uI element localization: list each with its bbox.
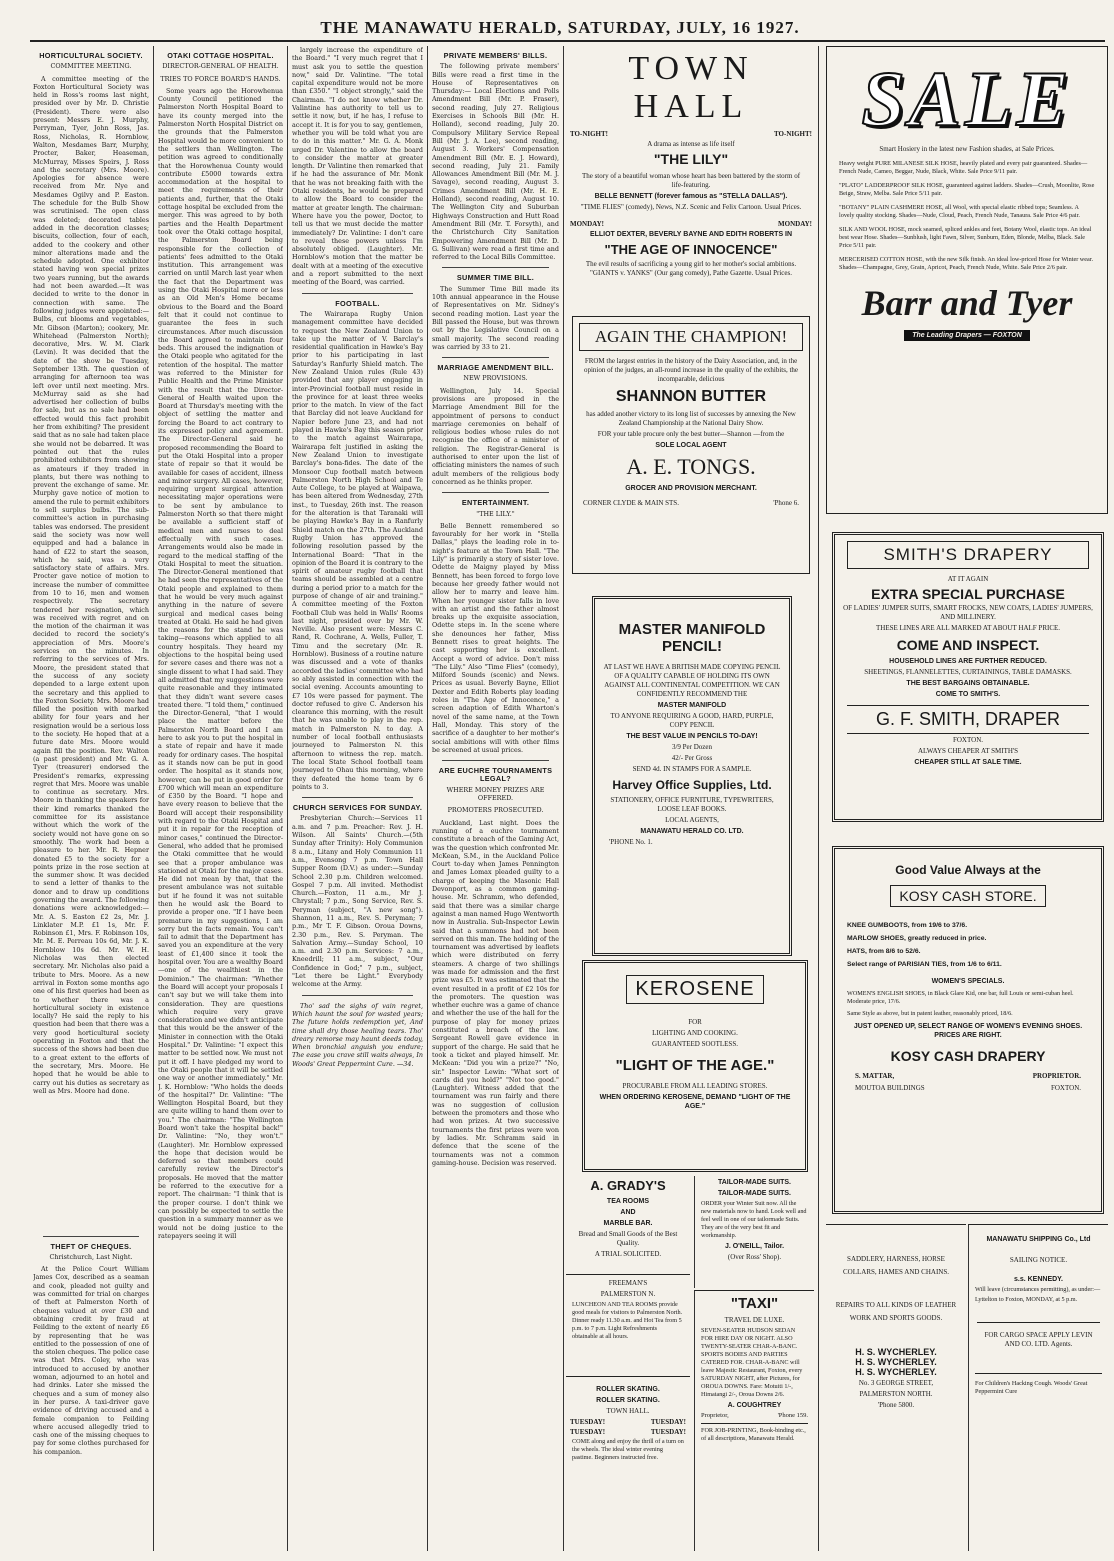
film-age: "THE AGE OF INNOCENCE" bbox=[604, 242, 778, 257]
harvey-supplies: Harvey Office Supplies, Ltd. bbox=[612, 778, 772, 792]
grady-trial: A TRIAL SOLICITED. bbox=[594, 1250, 662, 1258]
column-divider bbox=[287, 46, 288, 1551]
age-stars: ELLIOT DEXTER, BEVERLY BAYNE AND EDITH ROBERTS IN bbox=[589, 231, 793, 238]
grady-and: AND bbox=[620, 1209, 636, 1216]
skating-day-right-2: TUESDAY! bbox=[650, 1428, 686, 1436]
headline-church: CHURCH SERVICES FOR SUNDAY. bbox=[292, 803, 423, 813]
kosy-w3: JUST OPENED UP, SELECT RANGE OF WOMEN'S EVENING SHOES. PRICES ARE RIGHT. bbox=[853, 1023, 1083, 1039]
harvey-sub: STATIONERY, OFFICE FURNITURE, TYPEWRITERS, LOOSE LEAF BOOKS. bbox=[610, 796, 774, 813]
manifold-name: MASTER MANIFOLD bbox=[657, 702, 727, 709]
barr-tyer-tagline: The Leading Drapers — FOXTON bbox=[904, 330, 1030, 341]
kerosene-guarantee: GUARANTEED SOOTLESS. bbox=[652, 1040, 738, 1048]
smith-l9: COME TO SMITH'S. bbox=[935, 691, 1001, 698]
manifold-text2: TO ANYONE REQUIRING A GOOD, HARD, PURPLE, COPY PENCIL bbox=[610, 712, 774, 729]
drama-line: A drama as intense as life itself bbox=[647, 140, 735, 148]
subhead-provisions: NEW PROVISIONS. bbox=[463, 374, 528, 383]
ad-taxi bbox=[694, 1290, 814, 1551]
monday-left: MONDAY! bbox=[570, 220, 604, 228]
smith-name: G. F. SMITH, DRAPER bbox=[847, 705, 1089, 734]
kosy-prop: S. MATTAR, bbox=[855, 1072, 895, 1080]
freeman-name: FREEMAN'S bbox=[608, 1279, 648, 1287]
kosy-prop-role: PROPRIETOR. bbox=[1032, 1072, 1081, 1080]
smith-l8: THE BEST BARGAINS OBTAINABLE. bbox=[906, 680, 1030, 687]
age-desc: The evil results of sacrificing a young girl to her mother's social ambitions. "GIANTS v. YANKS" (Our gang comedy), Pathe Gazette. Usual Prices. bbox=[585, 260, 797, 277]
column-divider bbox=[563, 46, 564, 1551]
ad-master-manifold bbox=[592, 596, 792, 956]
headline-football: FOOTBALL. bbox=[335, 298, 380, 308]
headline-theft: THEFT OF CHEQUES. bbox=[50, 1241, 132, 1251]
article-bills: The following private members' Bills were read a first time in the House of Representatives on Thursday:— Local Elections and Polls Amendment Bill (Mr. P. Fraser), second reading, July 27. Religious Exercises in Schools Bill (Mr. H. Holland), second reading, July 20. Compulsory Military Service Repeal Bill (Mr. J. A. Lee), second reading, August 3. Workers' Compensation Amendment Bill (Mr. E. J. Howard), second reading, July 21. Family Allowances Amendment Bill (Mr. M. J. Savage), second reading, August 3. Crimes Amendment Bill (Mr. H. E. Holland), second reading, August 10. The Wellington City and Suburban Highways Construction and Hutt Road Amendment Bill (Mr. T. Forsyth), and the Christchurch City Sanitation Empowering Amendment Bill (Mr. D. G. Sullivan) were read a first time and referred to the Local Bills Committee. bbox=[432, 62, 559, 262]
barr-tyer-logo: Barr and Tyer bbox=[861, 283, 1073, 323]
kosy-w1: WOMEN'S ENGLISH SHOES, in Black Glare Kid, one bar, full Louis or semi-cuban heel. Moderate price, 17/6. bbox=[847, 990, 1074, 1005]
tongs-name: A. E. TONGS. bbox=[626, 454, 756, 479]
article-football: The Wairarapa Rugby Union management committee have decided to request the New Zealand Union to take up the matter of V. Barclay's residential qualification in Hawke's Bay prior to his participating in last Saturday's Ranfurly Shield match. The New Zealand Union rules (Rule 43) provided that any player engaging in inter-Provincial football must reside in the province for at least three weeks prior to the match. In view of the fact that Barclay did not leave Auckland for Napier before June 23, and had not played in Hawke's Bay this season prior to the match against Wairarapa, Wairarapa felt justified in asking the New Zealand Union to investigate Barclay's bona-fides. The date of the Monsoor Cup football match between Palmerston North High School and Te Aute College, to be played at Waipawa, has been altered from Wednesday, 27th inst., to Tuesday, 26th inst. The reason for the alteration is that Taranaki will be playing Hawke's Bay in a Ranfurly Shield match on the 27th. The Auckland Rugby Union has approved the following resolution passed by the International Board: "That in the opinion of the Board it is contrary to the spirit of amateur rugby football that teams should be assembled at a centre during a period prior to a match for the purpose of change of air and training." A committee meeting of the Foxton Football Club was held in Walls' Rooms last night, presided over by Mr. W. Neville. Also present were: Messrs C. Rand, R. Cochrane, A. Wells, Fuller, T. Timu and the secretary (Mr. R. Hornblow). Business of a routine nature was discussed and a vote of thanks accorded the ladies' committee who had so ably assisted in connection with the social evening. Accounts amounting to £7 10s were passed for payment. The doctor refused to give C. Anderson his clearance this morning, with the result that he was unable to play in the rep. match in Palmerston N. to day. A number of local football enthusiasts journeyed to Palmerston N. this afternoon to witness the rep. match. The local State School football team journeyed to Ohau this morning, where they defeated the home team by 6 points to 3. bbox=[292, 309, 423, 791]
wycherley-address: No. 3 GEORGE STREET, bbox=[858, 1379, 934, 1387]
sale-item-4: MERCERISED COTTON HOSE, with the new Silk finish. An ideal low-priced Hose for Winter wear. Shades—Champagne, Grey, Grain, Apricot, Peach, French Nude, White. Sale Price 2/6 pair. bbox=[839, 256, 1094, 271]
kosy-w2: Same Style as above, but in patent leather, reasonably priced, 18/6. bbox=[847, 1010, 1013, 1017]
herald-co: MANAWATU HERALD CO. LTD. bbox=[640, 828, 744, 835]
manifold-sample: SEND 4d. IN STAMPS FOR A SAMPLE. bbox=[632, 765, 752, 773]
kerosene-use: LIGHTING AND COOKING. bbox=[652, 1029, 738, 1037]
kosy-item-1: MARLOW SHOES, greatly reduced in price. bbox=[847, 935, 987, 942]
champion-text: FROM the largest entries in the history of the Dairy Association, and, in the opinion of the judges, an all-round increase in the quality of the exhibits, the incomparable, delicious bbox=[583, 357, 799, 383]
manifold-value: THE BEST VALUE IN PENCILS TO-DAY! bbox=[626, 733, 758, 740]
smith-l2: EXTRA SPECIAL PURCHASE bbox=[871, 586, 1065, 602]
article-marriage: Wellington, July 14. Special provisions are proposed in the Marriage Amendment Bill for the appointment of persons to conduct marriage ceremonies on behalf of religious bodies whose rules do not recognise the office of a minister of religion. The Registrar-General is authorised to enter upon the list of officiating ministers the names of such adult members of the religious body concerned as he thinks proper. bbox=[432, 386, 559, 486]
tonight-left: TO-NIGHT! bbox=[570, 130, 608, 138]
smith-l7: SHEETINGS, FLANNELETTES, CURTAININGS, TABLE DAMASKS. bbox=[864, 668, 1072, 676]
article-otaki-continued: largely increase the expenditure of the Board." "I very much regret that I must ask you to settle the question now," said Dr. Valintine. "The total capital expenditure would not be more than £350." "I object strongly," said the Chairman. "I do not know whether Dr. Valintine has authority to tell us to settle it now, but, if he has, I refuse to accept it. It is for you to say, gentlemen, whether you will be told what you are to do in this matter." Mr. G. A. Monk urged Dr. Valentine to allow the board to consider the matter at greater length. Dr Valintine then remarked that if he had the assurance of Mr. Monk that he was not breaking faith with the Otaki residents, he would be prepared to allow the Board to consider the matter at greater length. The chairman: Where have you the power, Doctor, to tell us that we must decide the matter immediately? Dr. Valintine: I don't care to reveal these powers unless I'm absolutely obliged. (Laughter). Mr. Hornblow's motion that the matter be dealt with at a meeting of the executive and a report submitted to the next meeting of the Board, was carried. bbox=[292, 46, 423, 287]
article-lily: Belle Bennett remembered so favourably for her work in "Stella Dallas," plays the leading role in to-night's feature at the Town Hall. "The Lily" is primarily a story of sister love. Odette de Maigny played by Miss Bennett, has been forced to forgo love because her greedy father would not allow her to marry and leave him. When her younger sister falls in love with an artist and the father almost breaks up the exquisite association, Odette steps in. In the scene where she denounces her father, Miss Bennett rises to great heights. The cast supporting her is excellent. Accept a word of advice. Don't miss "The Lily." Also "Time Flies" (comedy), Milford Sounds (scenic) and News. Prices as usual. Beverly Bayne, Elliot Dexter and Edith Roberts play leading roles in "The Age of Innocence," a screen adaption of Edith Wharton's novel of the same name, at the Town Hall, Monday. This story of the sacrifice of a daughter to her mother's social ambitions will with other films be screened at usual prices. bbox=[432, 521, 559, 754]
champion-text3: FOR your table procure only the best butter—Shannon —from the bbox=[597, 430, 785, 438]
smith-l5: COME AND INSPECT. bbox=[896, 637, 1040, 653]
smith-l6: HOUSEHOLD LINES ARE FURTHER REDUCED. bbox=[889, 658, 1047, 665]
skating-hall: TOWN HALL. bbox=[606, 1407, 650, 1415]
manifold-title: MASTER MANIFOLD PENCIL! bbox=[618, 621, 766, 655]
grady-name: A. GRADY'S bbox=[590, 1178, 666, 1193]
sale-intro: Smart Hosiery in the latest new Fashion shades, at Sale Prices. bbox=[879, 145, 1055, 153]
tonight-right: TO-NIGHT! bbox=[774, 130, 812, 138]
ad-saddlery bbox=[826, 1224, 966, 1551]
kosy-buildings: MOUTOA BUILDINGS bbox=[855, 1084, 925, 1092]
herald-phone: 'PHONE No. 1. bbox=[609, 838, 653, 846]
article-theft: At the Police Court William James Cox, described as a seaman and cook, pleaded not guilty and was committed for trial on charges of theft at Palmerston North of cheques valued at over £30 and obtaining credit by fraud at Feilding to the extent of nearly £6 by representing that he was entitled to the possession of one of the stolen cheques. The police case was that Mrs. Coley, who was introduced to accused by another woman, adjourned to an hotel and had drinks. Later she missed the cheques and a sum of money also in her purse. A taxi-driver gave evidence of driving accused and a female companion to Feilding where accused allegedly tried to cash one of the missing cheques to pay for some clothes purchased for his companion. bbox=[33, 1265, 149, 1456]
kerosene-demand: WHEN ORDERING KEROSENE, DEMAND "LIGHT OF THE AGE." bbox=[599, 1094, 791, 1110]
ad-town-hall bbox=[568, 46, 814, 294]
sale-item-2: "BOTANY" PLAIN CASHMERE HOSE, all Wool, with special elastic ribbed tops; Seamless. A lovely quality stocking. Shades—Nude, Cloud, Peach, French Nude, Tanaura. Sale Price 4/6 pair. bbox=[839, 204, 1080, 219]
ad-shannon-butter bbox=[572, 316, 810, 574]
headline-entertainment: ENTERTAINMENT. bbox=[461, 498, 530, 508]
ad-freemans bbox=[566, 1274, 690, 1372]
column-divider bbox=[153, 46, 154, 1551]
tailor-title-2: TAILOR-MADE SUITS. bbox=[718, 1190, 791, 1197]
skating-day-left: TUESDAY! bbox=[570, 1418, 606, 1426]
lily-desc: The story of a beautiful woman whose heart has been battered by the storm of life-featuring. bbox=[581, 172, 801, 189]
kerosene-title: KEROSENE bbox=[626, 975, 763, 1004]
taxi-title: "TAXI" bbox=[730, 1295, 779, 1312]
manifold-price-gross: 42/- Per Gross bbox=[671, 754, 713, 762]
job-printing: FOR JOB-PRINTING, Book-binding etc., of all descriptions, Manawatu Herald. bbox=[701, 1423, 808, 1443]
column-divider bbox=[427, 46, 428, 1551]
article-divider bbox=[442, 492, 549, 493]
article-euchre: Auckland, Last night. Does the running of a euchre tournament constitute a breach of the Gaming Act, was the question which confronted Mr. McKean, S.M., in the Auckland Police Court to-day when James Pennington and James Lomax pleaded guilty to a charge of keeping the Masonic Hall Devonport, as a common gaming-house. Mr. Schramm, who defended, said that there was a similar charge against a man named Hugo Wentworth now in Australia. Sub-Inspector Lewin said that a summons had not been served on this man. The holding of the tournament was advertised by leaflets which were distributed on ferry steamers. A charge of two shillings was made for admission and the first prize was £5. It was estimated that the event resulted in a profit of £2 10s for the promoters. The question was whether euchre was a game of chance and whether the use of the hall for the purpose of play for money prizes constituted a breach of the law. Sergeant Rowell gave evidence in support of the charge. He said that he took a ticket and played himself. Mr. McKean: "Did you win a prize?" "No, sir." Inspector Lewin: "What sort of cards did you hold?" "Not too good." (Laughter). Witness added that the tournament was run fairly and there was no suggestion of collusion between the promoters and those who had won prizes. At two successive tournaments the first prizes were won by ladies. Mr. Schramm said in defence that the scene of the tournaments was not a common gaming-house. Decision was reserved. bbox=[432, 818, 559, 1167]
headline-summer: SUMMER TIME BILL. bbox=[456, 273, 535, 283]
ad-gradys bbox=[566, 1176, 690, 1270]
grady-bar: MARBLE BAR. bbox=[603, 1220, 653, 1227]
kerosene-stores: PROCURABLE FROM ALL LEADING STORES. bbox=[622, 1082, 768, 1090]
article-divider bbox=[442, 760, 549, 761]
article-divider bbox=[302, 293, 413, 294]
shipping-text: Will leave (circumstances permitting), as under:— bbox=[975, 1286, 1101, 1293]
skating-title-2: ROLLER SKATING. bbox=[596, 1397, 660, 1404]
poem-peppermint: Tho' sad the sighs of vain regret, Which haunt the soul for wasted years; The future holds redemption yet, And time shall dry those healing tears. Tho' dreary remorse may haunt deeds today, When bronchial anguish you endure; The ease you crave still waits always, In Woods' Great Peppermint Cure. —34. bbox=[292, 1001, 423, 1068]
smith-l1: AT IT AGAIN bbox=[947, 575, 989, 583]
wycherley-2: H. S. WYCHERLEY. bbox=[855, 1357, 937, 1367]
ad-roller-skating bbox=[566, 1376, 690, 1551]
champion-text2: has added another victory to its long list of successes by annexing the New Zealand Championship at the National Dairy Show. bbox=[586, 410, 796, 427]
skating-day-left-2: TUESDAY! bbox=[570, 1428, 606, 1436]
shipping-ship: s.s. KENNEDY. bbox=[1013, 1276, 1064, 1283]
shipping-notice: SAILING NOTICE. bbox=[1009, 1256, 1068, 1264]
ad-kosy-cash bbox=[832, 846, 1104, 1214]
article-church: Presbyterian Church:—Services 11 a.m. and 7 p.m. Preacher: Rev. J. H. Wilson. All Saints' Church.—(5th Sunday after Trinity): Holy Communion 8 a.m., Litany and Holy Communion 11 a.m., Evensong 7 p.m. Town Hall Supper Room (D.V.) as under:—Sunday School 2.30 p.m. Children welcomed. Gospel 7 p.m. All invited. Methodist Church.—Foxton, 11 a.m., Mr J. Chrystall; 7 p.m., Song Service, Rev. S. Peryman (subject, "A new song"). Shannon, 11 a.m., Rev. S. Peryman; 7 p.m., Mr T. F. Gibson. Oroua Downs, 2.30 p.m., Rev. S. Peryman. The Salvation Army.—Sunday School, 10 a.m. and 2.30 p.m. Services: 7 a.m., Kneedrill; 11 a.m., subject, "Our Confidence in God;" 7 p.m., subject, "Let there be Light." Everybody welcome at the Army. bbox=[292, 814, 423, 989]
subhead-prosecuted: PROMOTERS PROSECUTED. bbox=[447, 806, 544, 815]
taxi-phone: 'Phone 159. bbox=[777, 1412, 808, 1419]
kosy-item-0: KNEE GUMBOOTS, from 19/6 to 37/6. bbox=[847, 922, 968, 929]
manifold-price-dozen: 3/9 Per Dozen bbox=[671, 743, 713, 751]
ad-shipping bbox=[968, 1224, 1108, 1551]
tongs-address: CORNER CLYDE & MAIN STS. bbox=[583, 499, 679, 507]
shipping-cargo: FOR CARGO SPACE APPLY LEVIN AND CO. LTD. Agents. bbox=[977, 1322, 1100, 1349]
sole-agent: SOLE LOCAL AGENT bbox=[655, 442, 727, 449]
tailor-address: (Over Ross' Shop). bbox=[727, 1253, 782, 1261]
taxi-name: A. COUGHTREY bbox=[727, 1402, 782, 1409]
article-summer: The Summer Time Bill made its 10th annual appearance in the House of Representatives on Mr. Sidney's second reading motion. Last year the Bill passed the House, but was thrown out by the Legislative Council on a small majority. The second reading was carried by 33 to 21. bbox=[432, 284, 559, 351]
kosy-t2: KOSY CASH STORE. bbox=[890, 885, 1045, 907]
article-divider bbox=[442, 267, 549, 268]
headline-euchre: ARE EUCHRE TOURNAMENTS LEGAL? bbox=[438, 766, 553, 784]
sale-item-0: Heavy weight PURE MILANESE SILK HOSE, heavily plated and every pair guaranteed. Shades—French Nude, Cameo, Beggar, Nude, Black, White. Sale Price 9/11 pair. bbox=[839, 160, 1088, 175]
smith-l3: OF LADIES' JUMPER SUITS, SMART FROCKS, NEW COATS, LADIES' JUMPERS, AND MILLINERY. bbox=[843, 604, 1093, 621]
smith-l10: ALWAYS CHEAPER AT SMITH'S bbox=[917, 747, 1019, 755]
shipping-schedule: Lyttelton to Foxton, MONDAY, at 5 p.m. bbox=[975, 1296, 1078, 1303]
kosy-item-2: HATS, from 8/6 to 52/6. bbox=[847, 948, 921, 955]
taxi-role: Proprietor, bbox=[701, 1412, 729, 1419]
sale-item-3: SILK AND WOOL HOSE, mock seamed, spliced ankles and feet, Botany Wool, elastic tops. An ideal best wear Hose. Shades—Sunblush, light Fawn, Silver, Sunburn, Eden, Blonde, Melba, Black. Sale Price 5/11 pair. bbox=[839, 226, 1092, 249]
article-divider bbox=[442, 357, 549, 358]
headline-horticultural: HORTICULTURAL SOCIETY. bbox=[39, 51, 143, 60]
ad-sale-barr-tyer bbox=[826, 46, 1108, 514]
wycherley-3: H. S. WYCHERLEY. bbox=[855, 1367, 937, 1377]
kerosene-for: FOR bbox=[688, 1018, 702, 1026]
champion-title: AGAIN THE CHAMPION! bbox=[579, 323, 803, 351]
article-otaki: Some years ago the Horowhenua County Council petitioned the Palmerston North Hospital Board to have its county merged into the Palmerston North Hospital District on the grounds that the Palmerston Hospital would be more convenient to the settlers than Wellington. The petition was agreed to conditionally that the Horowhenua County would contribute £5000 towards extra accommodation at the hospital to meet the requirements of their patients and, further, that the Otaki cottage hospital be excluded from the merger. This was agreed to by both parties and the Health Department took over the Otaki cottage hospital, the Palmerston Board being responsible for the collection of patients' fees admitted to the Otaki institution. This arrangement was carried on until March last year when the fact that the Department was using the Otaki Hospital more or less as an Old Men's Home became obvious to the Board and the Board felt that it could not continue to guarantee the fees in such circumstances. After much discussion the Board agreed to maintain four beds. This aroused the indignation of the Otaki people who agitated for the retention of the hospital. The matter was referred to the Minister for Public Health and the Prime Minister with the result that the Director-General of Health waited upon the Board at Thursday's meeting with the object of settling the matter and forcing the Board to act contrary to its expressed policy and agreement. The Director-General said he proposed recommending the Board to put the Otaki Hospital into a proper state of repair so that it would be available for cases of accident, illness and minor surgery. All cases, however, requiring urgent surgical attention necessitating major operations were to be sent by ambulance to Palmerston North so that there might be available a sufficient staff of medical men and nurses to deal effectually with such cases. Arrangements would also be made in regard to the medical staffing of the Otaki Hospital to meet the situation. The Director-General mentioned that he had seen the representatives of the Otaki people and explained to them that he would be very much against anything in the nature of severe surgical and medical cases being treated at Otaki. He said he had given the reasons for the stand he was taking—reasons which applied to all country hospitals. They heard my objections to the hospital being used for severe cases and there was not a single dissent to what I had said. They all admitted that my suggestions were quite reasonable and they intimated that they didn't want severe cases treated there. "I told them," continued the Director-General, "that I would place the matter before the Palmerston North Board and I am here to ask you to put the hospital in a state of repair and have it made ready for ordinary cases. The hospital as it stands now can be put in good order. The hospital as it stands now, however, can be put in good order for £700 which will mean an expenditure of £350 by the Board. "I hope and have every reason to believe that the Board will accept their responsibility with regard to the Otaki Hospital and put it in repair for the reception of minor cases," continued the Director-General, who added that he promised the Otaki committee that he would see that a proper ambulance was stationed at Otaki for the major cases. He did not mean by that, that the present ambulance was not suitable but if he found it was not suitable then he would ask the Board to provide a proper one. "If I have been premature in my suggestions, I am sorry but the facts remain. You can't fail to admit that the Department has saved you an expenditure at the very least of £1,400 since it took the hospital over. You are a wealthy Board—one of the wealthiest in the Dominion." The chairman: "Whether the Board will accept your proposals I can't say but we will take them into consideration. They are questions which require very grave consideration and we didn't anticipate that this would be the answer of the Minister in connection with the Otaki Hospital." Dr. Valintine: "I expect this matter to be settled now. We must not put it off. I have pledged my word to the Otaki people that it will be settled one way or another immediately." Mr. J. K. Hornblow: "Who holds the deeds of the hospital?" Dr. Valintine: "The Wellington Hospital Board, but they are quite willing to hand them over to you." The chairman: "The Wellington Board won't take the hospital back!" Dr. Valintine: "No, they won't." (Laughter). Mr. Hornblow expressed the hope that decision would be deferred so that members could carefully review the Director's proposals. He moved that the matter be referred to the executive for a report. The chairman: "I think that is the proper course. I don't think we can possibly be expected to settle the question in a summary manner as we would not be doing justice to the ratepayers seeing it will bbox=[158, 86, 283, 1240]
subhead-money: WHERE MONEY PRIZES ARE OFFERED. bbox=[446, 785, 545, 803]
grady-bread: Bread and Small Goods of the Best Quality. bbox=[578, 1230, 678, 1247]
column-1 bbox=[33, 46, 149, 1551]
shannon-butter: SHANNON BUTTER bbox=[615, 388, 767, 405]
dateline-theft: Christchurch, Last Night. bbox=[49, 1252, 133, 1261]
tongs-phone: 'Phone 6. bbox=[773, 499, 799, 507]
tailor-title-1: TAILOR-MADE SUITS. bbox=[718, 1179, 791, 1186]
wycherley-phone: 'Phone 5800. bbox=[877, 1401, 915, 1409]
article-divider bbox=[302, 995, 413, 996]
sale-item-1: "PLATO" LADDERPROOF SILK HOSE, guaranteed against ladders. Shades—Crush, Moonlite, Rose Beige, Straw, Melba. Sale Price 5/11 pair. bbox=[839, 182, 1095, 197]
column-2 bbox=[158, 46, 283, 1551]
subhead-lily: "THE LILY." bbox=[476, 509, 515, 518]
kosy-t1: Good Value Always at the bbox=[895, 863, 1041, 877]
masthead: THE MANAWATU HERALD, SATURDAY, JULY, 16 1927. bbox=[320, 18, 800, 37]
article-divider bbox=[302, 797, 413, 798]
smith-l4: THESE LINES ARE ALL MARKED AT ABOUT HALF PRICE. bbox=[875, 624, 1061, 632]
smith-town: FOXTON. bbox=[952, 736, 983, 744]
wycherley-1: H. S. WYCHERLEY. bbox=[855, 1347, 937, 1357]
smith-title: SMITH'S DRAPERY bbox=[847, 541, 1089, 569]
kerosene-slogan: "LIGHT OF THE AGE." bbox=[615, 1057, 775, 1074]
skating-text: COME along and enjoy the thrill of a turn on the wheels. The ideal winter evening pastime. Beginners instructed free. bbox=[572, 1438, 684, 1461]
peppermint-cure: For Children's Hacking Cough. Woods' Great Peppermint Cure bbox=[975, 1373, 1102, 1396]
headline-otaki: OTAKI COTTAGE HOSPITAL. bbox=[167, 51, 274, 60]
manifold-text: AT LAST WE HAVE A BRITISH MADE COPYING PENCIL OF A QUALITY CAPABLE OF HOLDING ITS OWN AGAINST ALL CONTINENTAL COMPETITION. WE CAN CONFIDENTLY RECOMMEND THE bbox=[603, 663, 781, 698]
taxi-text: SEVEN-SEATER HUDSON SEDAN FOR HIRE DAY OR NIGHT. ALSO TWENTY-SEATER CHAR-A-BANC. SPORTS BODIES AND PARTIES CATERED FOR. CHAR-A-BANC will leave Majestic Restaurant, Foxton, every SATURDAY NIGHT, after Pictures, for OROUA DOWNS. Fare: Motuiti 1/-, Himatangi 2/-, Oroua Downs 2/6. bbox=[701, 1327, 803, 1398]
smith-l11: CHEAPER STILL AT SALE TIME. bbox=[914, 759, 1022, 766]
ad-kerosene bbox=[582, 960, 808, 1172]
shipping-title: MANAWATU SHIPPING Co., Ltd bbox=[986, 1236, 1091, 1243]
kosy-town: FOXTON. bbox=[1050, 1084, 1081, 1092]
article-horticultural: A committee meeting of the Foxton Horticultural Society was held in Ross's rooms last night, presided over by Mr. D. Christie (President). There were also present: Messrs E. J. Murphy, Perryman, Tyer, John Ross, Jas. Ross, Nicholas, R. Hornblow, Walton, Mesdames Barr, Murphy, Procter, Baker, Heaseman, McMurray, Misses Speirs, J. Ross and the secretary (Mrs. Moore). Apologies for absence were received from Mr. Nye and Mesdames Ogilvy and P. Easton. The schedule for the Bulb Show was scrutinised. The open class was deleted; decorated tables added in the decoration classes; biscuits, collection, four of each, added to the cookery and other minor alterations made and the schedule adopted. One exhibitor stated having won special prizes two years running, but the awards had not been awarded.—It was decided to write to the donor in connection with same. The following judges were appointed:—Bulbs, cut blooms and vegetables, Mr. Gibson (Marton); cookery, Mr. Whitehead (Palmerston North); decorative, Mrs. W. M. Clark (Levin). It was decided that the date of the show be Tuesday, September 13th. The question of arranging for afternoon tea was left over until next meeting. Mrs. McMurray said as she had advertised her collection of bulbs for sale, but as no sale had been effected would this fact prohibit her from exhibiting? The president said that as no sale had taken place she would not be debarred. It was pointed out that the rules prohibited exhibitors from showing as amateurs if they traded in plants, but there was nothing to prevent the exchange of same. Mr. Murphy gave notice of motion to amend the rule to permit exhibitors to sell surplus bulbs. The sub-committee's action in purchasing tables was endorsed. The president said the society was now well equipped and had a balance in hand of £22 to start the season, which he said, was a very satisfactory state of affairs. Mrs. Procter gave notice of motion to increase the number of committee from 10 to 16, men and women respectively. The secretary tendered her resignation, which was received with regret and on the motion of the chairman it was decided to record the society's appreciation of Mrs. Moore's services on the minutes. In referring to the services of Mrs. Moore, the president stated that the success of any society depended to a large extent upon the secretary and this applied to the Foxton Society. Mrs. Moore had filled the position with marked ability for four years and her resignation would be a serious loss to the society. He hoped that at a future date Mrs. Moore would again fill the position. Rev. Walton (a past president) and Mr. G. A. Tyer (treasurer) endorsed the President's remarks, expressing regret that Mrs. Moore was unable to continue as secretary. Mrs. Moore in thanking the speakers for their kind remarks thanked the committee for its assistance without which the work of the society would not have gone on so smoothly. The work had been a pleasure to her. Mr. R. Hepner donated £5 to the society for a points prize in the rose section at the summer show. It was decided to send a letter of thanks to the donor and to draw up conditions governing the award. The following donations were acknowledged:—Mr. A. S. Easton £2 2s, Mr. J. Linklater M.P. £1 1s, Mr. F. Robinson £1, Mrs. F. Robinson 10s, Mr. M. E. Perreau 10s 6d, Mr. J. K. Hornblow 10s 6d. Mr. W. H. Nicholas was then elected secretary. Mr. Nicholas also paid a tribute to Mrs. Moore. As a new arrival in Foxton some months ago one of his first queries had been as to whether there was a horticultural society in existence locally? He said the reply to his question had been that there was a very good horticultural society operating in Foxton and that the success of the shows had been due to a great extent to the efforts of the secretary, Mrs. Moore. He hoped that he would be able to carry out his duties as secretary as well as Mrs. Moore had done. bbox=[33, 74, 149, 1095]
taxi-sub: TRAVEL DE LUXE. bbox=[724, 1316, 785, 1324]
monday-right: MONDAY! bbox=[778, 220, 812, 228]
tailor-name: J. O'NEILL, Tailor. bbox=[724, 1243, 785, 1250]
subhead-committee: COMMITTEE MEETING. bbox=[50, 62, 132, 71]
column-3 bbox=[292, 46, 423, 1551]
film-lily: "THE LILY" bbox=[653, 151, 729, 167]
headline-bills: PRIVATE MEMBERS' BILLS. bbox=[443, 51, 548, 60]
skating-title-1: ROLLER SKATING. bbox=[596, 1386, 660, 1393]
freeman-city: PALMERSTON N. bbox=[600, 1290, 656, 1298]
lily-extras: "TIME FLIES" (comedy), News, N.Z. Scenic and Felix Cartoon. Usual Prices. bbox=[580, 203, 802, 211]
freeman-text: LUNCHEON AND TEA ROOMS provide good meals for visitors to Palmerston North. Dinner ready 11.30 a.m. and Hot Tea from 5 p.m. to 7 p.m. Light Refreshments obtainable at all hours. bbox=[572, 1301, 683, 1340]
tailor-text: ORDER your Winter Suit now. All the new materials now to hand. Look well and feel well in one of our tailormade Suits. They are of the very best fit and workmanship. bbox=[701, 1200, 807, 1239]
tongs-sub: GROCER AND PROVISION MERCHANT. bbox=[625, 485, 757, 492]
sale-word: SALE bbox=[861, 55, 1073, 142]
saddlery-text: SADDLERY, HARNESS, HORSE COLLARS, HAMES AND CHAINS. bbox=[843, 1255, 949, 1276]
column-divider bbox=[818, 46, 819, 1551]
ad-tailor bbox=[694, 1176, 814, 1288]
kosy-womens: WOMEN'S SPECIALS. bbox=[931, 978, 1005, 985]
grady-tea: TEA ROOMS bbox=[606, 1198, 650, 1205]
saddlery-text2: REPAIRS TO ALL KINDS OF LEATHER WORK AND SPORTS GOODS. bbox=[835, 1301, 957, 1322]
column-4 bbox=[432, 46, 559, 1551]
ad-smiths-drapery bbox=[832, 532, 1104, 822]
kosy-item-3: Select range of PARISIAN TIES, from 1/6 to 6/11. bbox=[847, 961, 1002, 968]
skating-day-right: TUESDAY! bbox=[650, 1418, 686, 1426]
masthead-rule bbox=[30, 40, 1105, 42]
town-hall-title: TOWN HALL bbox=[628, 50, 754, 125]
subhead-director: DIRECTOR-GENERAL OF HEALTH. bbox=[162, 62, 279, 71]
subhead-force: TRIES TO FORCE BOARD'S HANDS. bbox=[160, 74, 281, 83]
wycherley-city: PALMERSTON NORTH. bbox=[859, 1390, 933, 1398]
kosy-name: KOSY CASH DRAPERY bbox=[890, 1048, 1046, 1064]
article-divider bbox=[43, 1236, 139, 1237]
belle-bennett: BELLE BENNETT (forever famous as "STELLA DALLAS"). bbox=[594, 193, 788, 200]
headline-marriage: MARRIAGE AMENDMENT BILL. bbox=[437, 363, 554, 373]
local-agents: LOCAL AGENTS, bbox=[665, 816, 719, 824]
